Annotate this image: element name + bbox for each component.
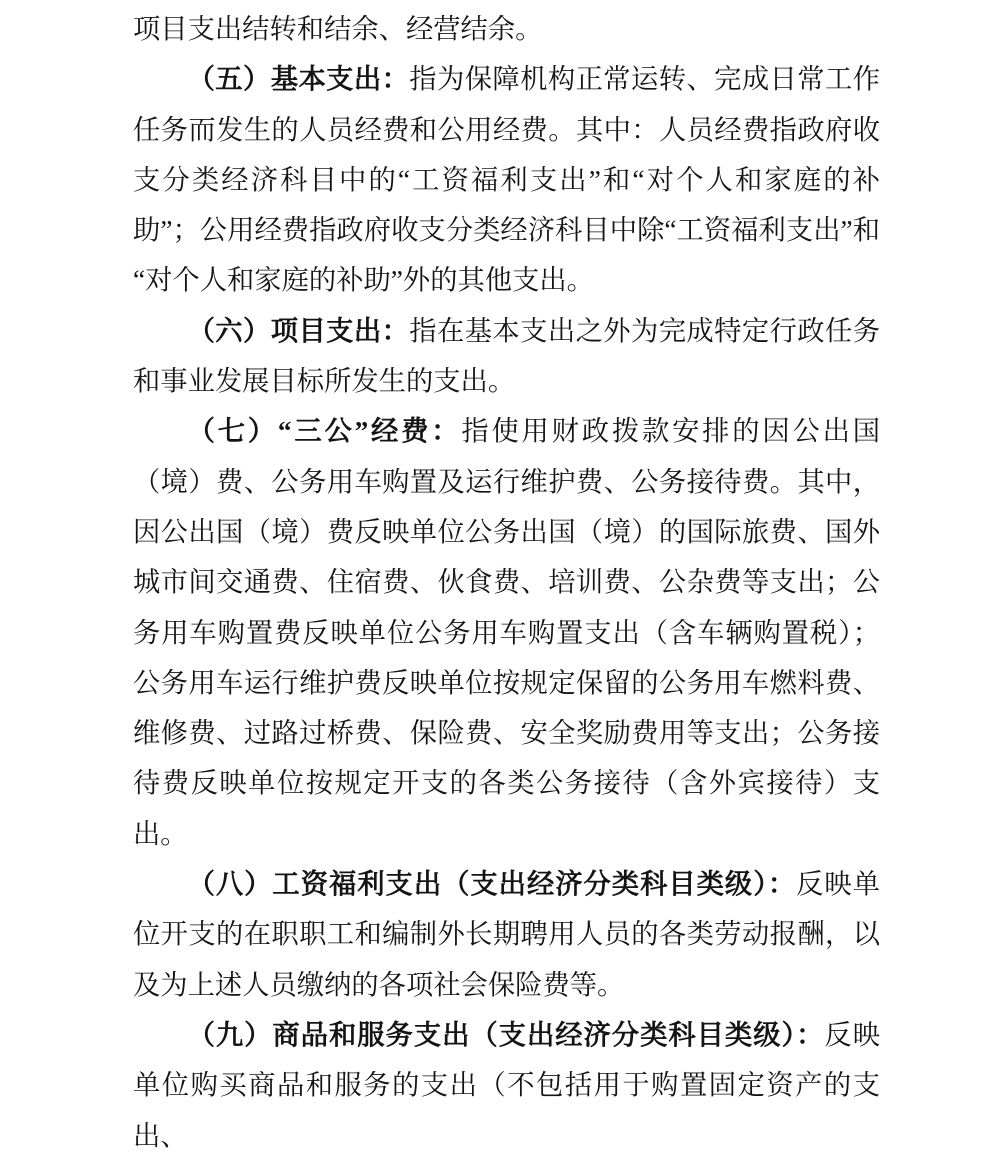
paragraph-text: 指为保障机构正常运转、完成日常工作任务而发生的人员经费和公用经费。其中：人员经费指政府收支分类经济科目中的“工资福利支出”和“对个人和家庭的补助”；公用经费指政府收支分类经济科目中除“工资福利支出”和“对个人和家庭的补助”外的其他支出。: [133, 64, 880, 296]
paragraph-text: 项目支出结转和结余、经营结余。: [133, 14, 543, 44]
paragraph-text: 指使用财政拨款安排的因公出国（境）费、公务用车购置及运行维护费、公务接待费。其中，因公出国（境）费反映单位公务出国（境）的国际旅费、国外城市间交通费、住宿费、伙食费、培训费、公杂费等支出；公务用车购置费反映单位公务用车购置支出（含车辆购置税）；公务用车运行维护费反映单位按规定保留的公务用车燃料费、维修费、过路过桥费、保险费、安全奖励费用等支出；公务接待费反映单位按规定开支的各类公务接待（含外宾接待）支出。: [133, 416, 880, 849]
paragraph: [133, 1010, 880, 1161]
paragraph-text: 反映单位开支的在职职工和编制外长期聘用人员的各类劳动报酬，以及为上述人员缴纳的各项社会保险费等。: [133, 869, 880, 1000]
paragraph: [133, 306, 880, 407]
term-heading: （八）工资福利支出（支出经济分类科目类级）：: [187, 869, 797, 900]
paragraph: [133, 406, 880, 859]
term-heading: （五）基本支出：: [187, 64, 410, 95]
paragraph: [133, 859, 880, 1010]
term-heading: （六）项目支出：: [187, 315, 410, 346]
paragraph-text: 反映单位购买商品和服务的支出（不包括用于购置固定资产的支出、: [133, 1019, 880, 1151]
paragraph-text: 指在基本支出之外为完成特定行政任务和事业发展目标所发生的支出。: [133, 315, 880, 397]
paragraph: [133, 54, 880, 305]
term-heading: （七）“三公”经费：: [187, 416, 462, 447]
paragraph: [133, 4, 880, 54]
document-body: [133, 4, 880, 1161]
term-heading: （九）商品和服务支出（支出经济分类科目类级）：: [187, 1019, 825, 1050]
